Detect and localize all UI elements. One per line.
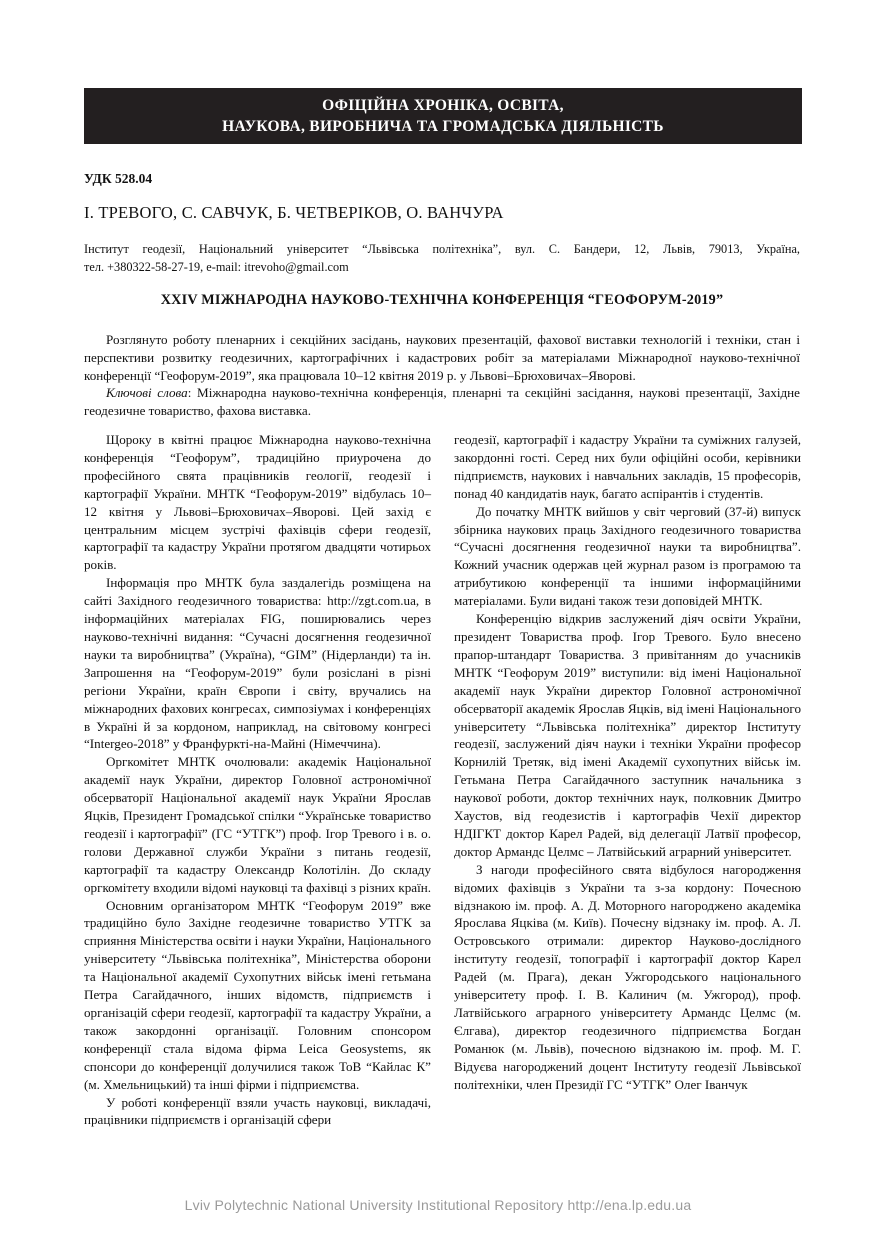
section-header-line-2: НАУКОВА, ВИРОБНИЧА ТА ГРОМАДСЬКА ДІЯЛЬНІСТЬ [222,118,664,135]
repository-footer: Lviv Polytechnic National University Institutional Repository http://ena.lp.edu.ua [184,1197,692,1213]
affiliation-contact: тел. +380322-58-27-19, e-mail: itrevoho@gmail.com [84,260,349,274]
section-header-banner [84,88,802,144]
authors: І. ТРЕВОГО, С. САВЧУК, Б. ЧЕТВЕРІКОВ, О. ВАНЧУРА [84,203,504,222]
left-column [84,431,431,1129]
paragraph: Щороку в квітні працює Міжнародна науково-технічна конференція “Геофорум”, традиційно приурочена до професійного свята працівників геології, геодезії і картографії України. МНТК “Геофорум-2019” відбулась 10–12 квітня у Львові–Брюховичах–Яворові. Цей захід є центральним місцем зустрічі фахівців сфери геодезії, картографії та кадастру України протягом двадцяти чотирьох років. [84,432,431,573]
paragraph: Оргкомітет МНТК очолювали: академік Національної академії наук України, директор Головної астрономічної обсерваторії Національної академії наук України Ярослав Яцків, Президент Громадської спілки “Українське товариство геодезії і картографії” (ГС “УТГК”) проф. Ігор Тревого і в. о. голови Державної служби України з питань геодезії, картографії та кадастру Олександр Колотілін. До складу оргкомітету входили відомі науковці та фахівці з різних країн. [84,754,432,895]
paragraph-continuation: геодезії, картографії і кадастру України та суміжних галузей, закордонні гості. Серед них були офіційні особи, керівники підприємств, наукових і навчальних закладів, 15 професорів, понад 40 кандидатів наук, багато аспірантів і студентів. [454,432,801,501]
article-title: XXIV МІЖНАРОДНА НАУКОВО-ТЕХНІЧНА КОНФЕРЕНЦІЯ “ГЕОФОРУМ-2019” [160,292,724,308]
paragraph: У роботі конференції взяли участь науковці, викладачі, працівники підприємств і організацій сфери [84,1094,431,1128]
abstract-text: Розглянуто роботу пленарних і секційних засідань, наукових презентацій, фахової виставки технологій і техніки, стан і перспективи розвитку геодезичних, картографічних і кадастрових робіт за матеріалами Міжнародної науково-технічної конференції “Геофорум-2019”, яка працювала 10–12 квітня 2019 р. у Львові–Брюховичах–Яворові. [84,332,800,383]
keywords-label: Ключові слова [106,385,188,401]
paragraph: Основним організатором МНТК “Геофорум 2019” вже традиційно було Західне геодезичне товариство УТГК за сприяння Міністерства освіти і науки України, Національного університету “Львівська політехніка”, Міністерства оборони та Національної академії Сухопутних військ імені гетьмана Петра Сагайдачного, інших відомств, підприємств і організацій сфери геодезії, картографії та кадастру України, а також закордонні організації. Головним спонсором конференції стала відома фірма Leica Geosystems, як спонсори до конференції долучилися також ТоВ “Кайлас К” (м. Хмельницький) та інші фірми і підприємства. [84,897,431,1092]
paragraph: До початку МНТК вийшов у світ черговий (37-й) випуск збірника наукових праць Західного геодезичного товариства “Сучасні досягнення геодезичної науки та виробництва”. Кожний учасник одержав цей журнал разом із програмою та атрибутикою конференції та іншими інформаційними матеріалами. Були видані також тези доповідей МНТК. [454,503,801,609]
affiliation [84,240,800,276]
section-header-line-1: ОФІЦІЙНА ХРОНІКА, ОСВІТА, [322,97,564,114]
keywords [84,384,800,420]
udc-code: УДК 528.04 [84,171,153,186]
right-column [454,431,801,1094]
affiliation-address: Інститут геодезії, Національний університет “Львівська політехніка”, вул. С. Бандери, 12, Львів, 79013, Україна, [84,242,800,256]
paragraph: Інформація про МНТК була заздалегідь розміщена на сайті Західного геодезичного товариства: http://zgt.com.ua, в інформаційних матеріалах FIG, поширювались через науково-технічні видання: “Сучасні досягнення геодезичної науки та виробництва” (Україна), “GIM” (Нідерланди) та ін. Запрошення на “Геофорум-2019” були розіслані в різні регіони України, країн Європи і світу, вручались на міжнародних фахових конгресах, симпозіумах і конференціях в Україні й за кордоном, наприклад, на світовому конгресі “Intergeo-2018” у Франфуркті-на-Майні (Німеччина). [84,575,431,752]
keywords-text: : Міжнародна науково-технічна конференція, пленарні та секційні засідання, наукові презентації, Західне геодезичне товариство, фахова виставка. [84,385,800,419]
abstract [84,331,800,420]
paragraph: Конференцію відкрив заслужений діяч освіти України, президент Товариства проф. Ігор Тревого. Було внесено прапор-штандарт Товариства. З привітанням до учасників МНТК “Геофорум 2019” виступили: від імені Національної академії наук України директор Головної астрономічної обсерваторії академік Ярослав Яцків, від імені Національного університету “Львівська політехніка” директор Інституту геодезії, заслужений діяч науки і техніки України професор Корнилій Третяк, від імені Академії сухопутних військ ім. Гетьмана Петра Сагайдачного заступник начальника з наукової роботи, доктор технічних наук, полковник Дмитро Хаустов, від геодезистів і картографів Чехії директор НДІГКТ доктор Карел Радей, від делегації Латвії професор, доктор Армандс Целмс – Латвійський аграрний університет. [454,611,801,859]
paragraph: З нагоди професійного свята відбулося нагородження відомих фахівців з України та з-за кордону: Почесною відзнакою ім. проф. А. Д. Моторного нагороджено академіка Ярослава Яцківа (м. Київ). Почесну відзнаку ім. проф. А. Л. Островського отримали: директор Науково-дослідного інституту геодезії, топографії і картографії доктор Карел Радей (м. Прага), декан Ужгородського національного університету проф. І. В. Калинич (м. Ужгород), проф. Латвійського аграрного університету Армандс Целмс (м. Єлгава), директор геодезичного підприємства Богдан Романюк (м. Львів), почесною відзнакою ім. проф. М. Г. Відуєва нагороджений доцент Інституту геодезії Львівської політехніки, член Президії ГС “УТГК” Олег Іванчук [454,861,801,1092]
